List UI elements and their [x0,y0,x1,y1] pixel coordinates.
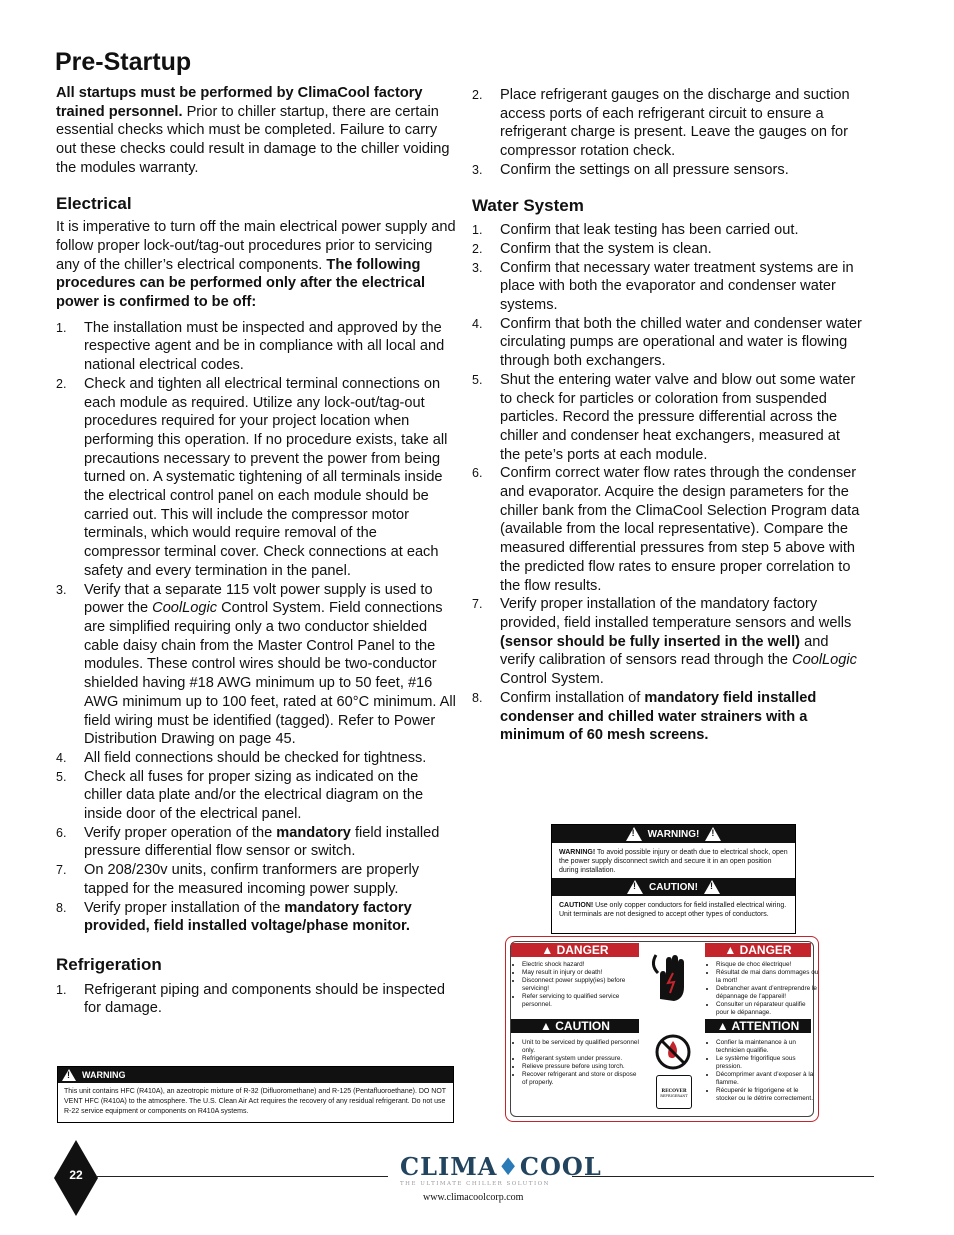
electric-shock-hand-icon [646,949,692,1007]
warning-triangle-icon [62,1069,76,1081]
electrical-caution-text: CAUTION! Use only copper conductors for field installed electrical wiring. Unit terminals are not designed to accept other types of conductors. [559,902,787,918]
danger-list-en: • Electric shock hazard! • May result in injury or death! • Disconnect power supply(ies) before servicing! • Refer servicing to qualified service personnel. [512,961,640,1009]
warning-triangle-icon [705,827,721,841]
electrical-warning-header [552,825,795,843]
company-logo: CLIMA♦COOL [400,1152,602,1181]
caution-list-en: • Unit to be serviced by qualified personnel only. • Refrigerant system under pressure. • Relieve pressure before using torch. • Recover refrigerant and store or dispose of properly. [512,1039,640,1087]
refrigerant-warning-box [57,1066,454,1123]
danger-header-fr: ▲ DANGER [705,943,811,957]
list-item: 6. Confirm correct water flow rates through the condenser and evaporator. Acquire the design parameters for the chiller bank from the ClimaCool Selection Program data (available from the local representative). Compare the measured differential pressures from step 5 above with the predicted flow rates to ensure proper correlation to the flow results. [472,465,860,594]
danger-list-fr: • Risque de choc électrique! • Résultat de mai dans dommages ou la mort! • Debrancher avant d’entreprendre le dépannage de l’appareil! • Consulter un réparateur qualifie pour le dépannage. [706,961,820,1017]
no-flame-icon [654,1033,692,1071]
list-item: 2. Place refrigerant gauges on the discharge and suction access ports of each refrigerant circuit to ensure a refrigerant charge is present. Leave the gauges on for compressor rotation check. [472,87,850,160]
list-item: 8. Confirm installation of mandatory field installed condenser and chilled water strainers with a minimum of 60 mesh screens. [472,689,817,744]
list-item: 7. On 208/230v units, confirm tranformers are properly tapped for the measured incoming power supply. [56,862,419,897]
website-link[interactable]: www.climacoolcorp.com [423,1192,524,1203]
list-item: 5. Check all fuses for proper sizing as indicated on the chiller data plate and/or the electrical diagram on the inside door of the electrical panel. [56,768,424,823]
attention-list-fr: • Confier la maintenance à un technicien qualifie. • Le système frigorifique sous pression. • Décomprimer avant d’exposer à la flamme. • Récuperér le frigorigene et le stocker ou le détrire correctement. [706,1039,820,1103]
list-item: 5. Shut the entering water valve and blow out some water to check for particles or coloration from suspended particles. Record the pressure differential across the chiller and condenser heat exchangers, measured at the pete’s ports at each module. [472,371,856,463]
refrigerant-warning-text: This unit contains HFC (R410A), an azeotropic mixture of R-32 (Difluoromethane) and R-125 (Pentafluoroethane). DO NOT VENT HFC (R410A) to the atmosphere. The U.S. Clean Air Act requires the recovery of any residual refrigerant. Do not use R-22 service equipment or components on R410A systems. [64,1088,446,1115]
logo-tagline: THE ULTIMATE CHILLER SOLUTION [400,1181,550,1187]
footer-rule-right [572,1176,874,1177]
caution-triangle-icon [704,880,720,894]
page-title: Pre-Startup [55,48,192,76]
refrigerant-warning-label: WARNING [82,1069,126,1080]
attention-header-fr: ▲ ATTENTION [705,1019,811,1033]
danger-header-en: ▲ DANGER [511,943,639,957]
intro-bold: All startups must be performed by ClimaCool factory trained personnel. [56,85,423,120]
list-item: 4. Confirm that both the chilled water and condenser water circulating pumps are operational and water is flowing through both exchangers. [472,315,862,370]
refrigerant-warning-header [58,1067,453,1083]
list-item: 8. Verify proper installation of the mandatory factory provided, field installed voltage/phase monitor. [56,899,412,935]
list-item: 3. Verify that a separate 115 volt power supply is used to power the CoolLogic Control System. Field connections are simplified requiring only a two conductor shielded cable daisy chain from the Master Control Panel to the modules. These control wires should be two-conductor shielded having #18 AWG minimum up to 50 feet, #16 AWG minimum up to 100 feet, rated at 60°C minimum. All field wiring must be identified (tagged). Refer to Power Distribution Drawing on page 45. [56,581,456,748]
recover-refrigerant-icon: RECOVER REFRIGERANT [656,1075,692,1109]
right-column [472,86,864,745]
electrical-caution-header [552,878,795,896]
electrical-warning-box [551,824,796,934]
water-system-list [472,221,864,745]
safety-label [505,936,819,1122]
list-item: 6. Verify proper operation of the mandatory field installed pressure differential flow sensor or switch. [56,824,440,860]
list-item: 2. Check and tighten all electrical terminal connections on each module as required. Utilize any lock-out/tag-out procedures required for your project location when performing this operation. If no procedure exists, take all precautions necessary to prevent the power from being turned on. A systematic tightening of all terminals inside the electrical control panel on each module should be carried out. This will include the compressor motor terminals, which would require removal of the compressor terminal cover. Check connections at each safety and every termination in the panel. [56,375,448,579]
electrical-heading: Electrical [56,193,132,213]
electrical-caution-label: CAUTION! [649,881,698,893]
electrical-list [56,319,456,936]
refrigeration-list-cont [472,86,864,180]
electrical-intro [56,218,456,312]
logo-drop-icon: ♦ [497,1152,520,1181]
page-number: 22 [69,1168,83,1182]
list-item: 3. Confirm the settings on all pressure sensors. [472,161,789,178]
list-item: 1. Refrigerant piping and components should be inspected for damage. [56,981,446,1017]
intro-text: Prior to chiller startup, there are certain essential checks which must be completed. Failure to carry out these checks could result in damage to the chiller voiding the modules warranty. [56,103,450,176]
refrigeration-heading: Refrigeration [56,954,162,974]
warning-triangle-icon [626,827,642,841]
caution-triangle-icon [627,880,643,894]
water-system-heading: Water System [472,195,584,215]
footer-rule-left [96,1176,388,1177]
list-item: 3. Confirm that necessary water treatment systems are in place with both the evaporator and condenser water systems. [472,259,854,314]
left-column [56,84,456,1018]
list-item: 2. Confirm that the system is clean. [472,240,712,257]
electrical-intro-bold: The following procedures can be performed only after the electrical power is confirmed to be off: [56,256,426,311]
refrigeration-list-start [56,981,456,1018]
electrical-warning-text: WARNING! To avoid possible injury or death due to electrical shock, open the power supply disconnect switch and secure it in an open position during installation. [559,849,788,874]
caution-header-en: ▲ CAUTION [511,1019,639,1033]
list-item: 1. The installation must be inspected and approved by the respective agent and be in compliance with all local and national electrical codes. [56,319,445,374]
list-item: 1. Confirm that leak testing has been carried out. [472,222,799,239]
list-item: 4. All field connections should be checked for tightness. [56,749,427,766]
electrical-warning-label: WARNING! [647,828,700,840]
list-item: 7. Verify proper installation of the mandatory factory provided, field installed temperature sensors and wells (sensor should be fully inserted in the well) and verify calibration of sensors read through the CoolLogic Control System. [472,596,857,688]
intro-paragraph [56,84,456,178]
electrical-intro-text: It is imperative to turn off the main electrical power supply and follow proper lock-out/tag-out procedures prior to servicing any of the chiller’s electrical components. [56,219,456,273]
